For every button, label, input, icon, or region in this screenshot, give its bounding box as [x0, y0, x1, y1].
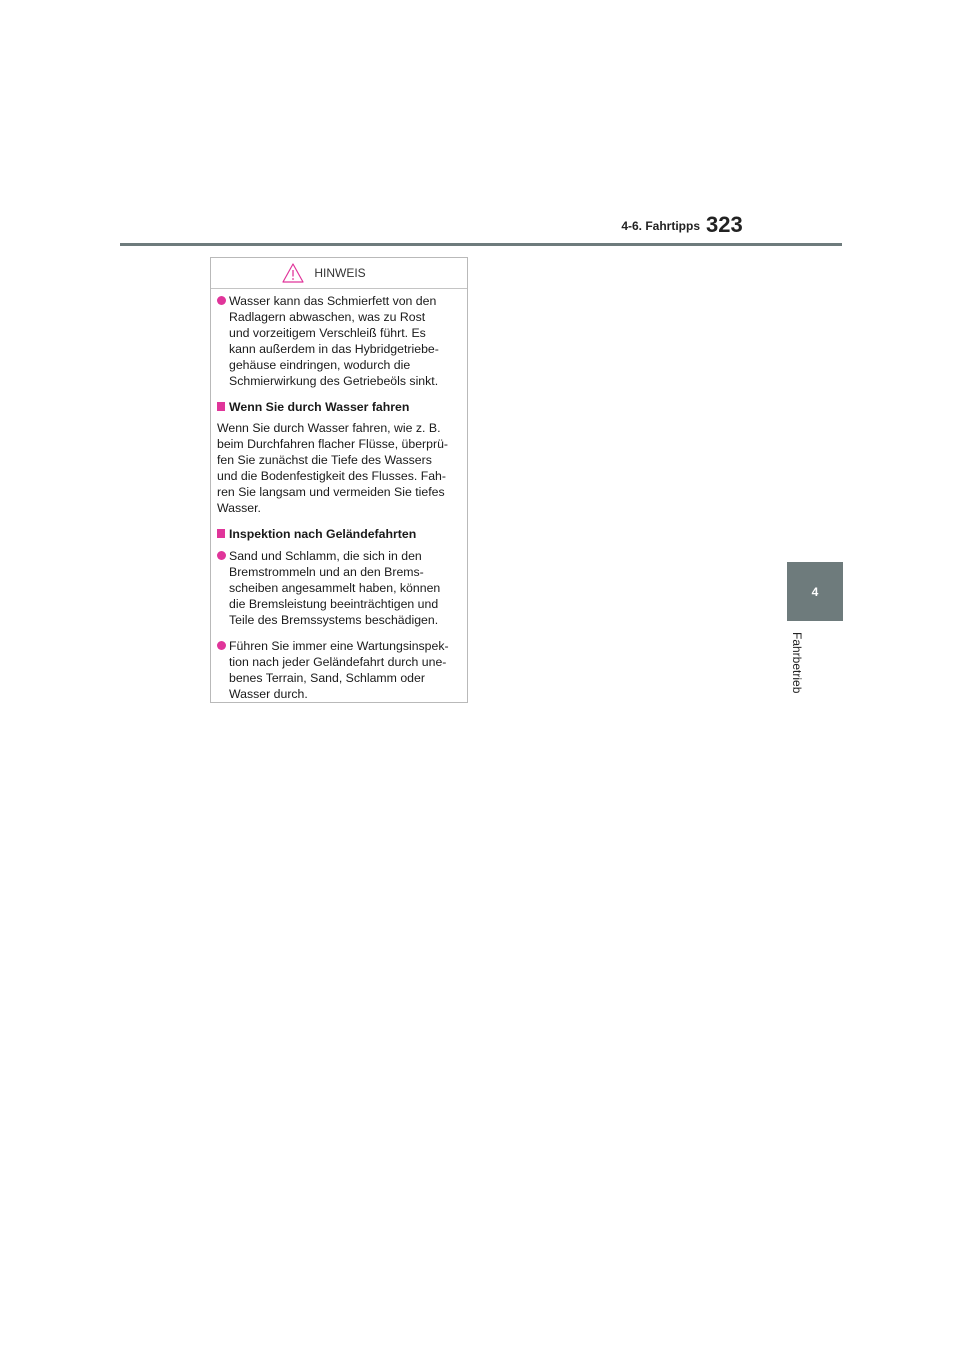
- notice-title: HINWEIS: [314, 266, 366, 280]
- bullet-circle-icon: [217, 638, 229, 702]
- list-item-text: Wasser kann das Schmierfett von den Radlagern abwaschen, was zu Rost und vorzeitigem Verschleiß führt. Es kann außerdem in das Hybridgetriebe- gehäuse eindringen, wodurch die Schmierwirkung des Getriebeöls sinkt.: [229, 294, 439, 388]
- chapter-tab: [787, 562, 843, 621]
- warning-triangle-icon: [282, 263, 304, 283]
- bullet-circle-icon: [217, 293, 229, 389]
- list-item: [217, 293, 461, 389]
- bullet-circle-icon: [217, 548, 229, 628]
- notice-header: [211, 258, 467, 289]
- bullet-square-icon: [217, 526, 229, 544]
- list-item: [217, 638, 461, 702]
- section-title: 4-6. Fahrtipps: [621, 219, 700, 233]
- header-divider: [120, 243, 842, 246]
- subheading: [217, 399, 461, 417]
- chapter-number: 4: [811, 584, 819, 599]
- subheading: [217, 526, 461, 544]
- notice-box: [210, 257, 468, 703]
- list-item-text: Führen Sie immer eine Wartungsinspek- tion nach jeder Geländefahrt durch une- benes Terrain, Sand, Schlamm oder Wasser durch.: [229, 639, 449, 701]
- chapter-label: Fahrbetrieb: [790, 632, 804, 694]
- bullet-square-icon: [217, 399, 229, 417]
- paragraph: Wenn Sie durch Wasser fahren, wie z. B. beim Durchfahren flacher Flüsse, überprü- fen Sie zunächst die Tiefe des Wassers und die Bodenfestigkeit des Flusses. Fah- ren Sie langsam und vermeiden Sie tiefes Wasser.: [217, 421, 449, 515]
- subheading-text: Wenn Sie durch Wasser fahren: [229, 400, 410, 414]
- notice-body: [211, 289, 467, 702]
- page-number: 323: [706, 212, 743, 237]
- list-item: [217, 548, 461, 628]
- subheading-text: Inspektion nach Geländefahrten: [229, 527, 417, 541]
- list-item-text: Sand und Schlamm, die sich in den Bremstrommeln und an den Brems- scheiben angesammelt haben, können die Bremsleistung beeinträchtigen und Teile des Bremssystems beschädigen.: [229, 549, 441, 627]
